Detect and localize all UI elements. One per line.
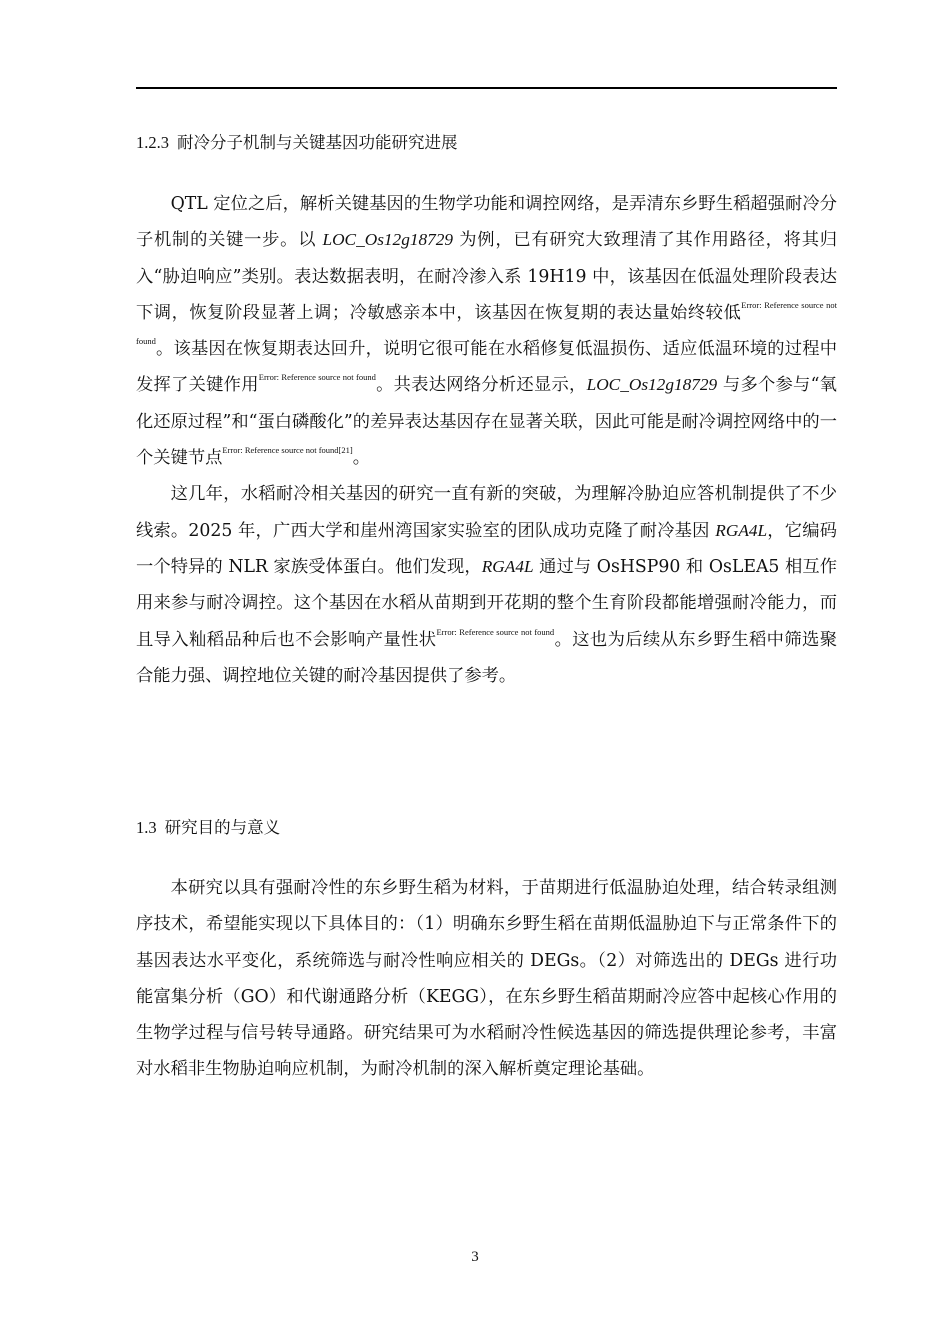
gene-name: RGA4L: [481, 556, 534, 576]
body-section-1-2-3: [136, 186, 837, 694]
reference-error: Error: Reference source not found: [136, 299, 837, 347]
gene-name: LOC_Os12g18729: [322, 230, 454, 250]
paragraph-text: QTL 定位之后，解析关键基因的生物学功能和调控网络，是弄清东乡野生稻超强耐冷分子机制的关键一步。以: [136, 194, 837, 251]
paragraph-text: 。共表达网络分析还显示，: [375, 375, 587, 396]
section-number: 1.3: [136, 818, 157, 837]
gene-name: RGA4L: [715, 520, 768, 540]
reference-error: Error: Reference source not found: [258, 372, 376, 383]
paragraph-text: 这几年，水稻耐冷相关基因的研究一直有新的突破，为理解冷胁迫应答机制提供了不少线索。2025 年，广西大学和崖州湾国家实验室的团队成功克隆了耐冷基因: [136, 484, 837, 541]
gene-name: LOC_Os12g18729: [586, 375, 718, 395]
paragraph-text: 。: [352, 448, 370, 469]
paragraph-2: [136, 476, 837, 694]
paragraph-3: 本研究以具有强耐冷性的东乡野生稻为材料，于苗期进行低温胁迫处理，结合转录组测序技术，希望能实现以下具体目的：（1）明确东乡野生稻在苗期低温胁迫下与正常条件下的基因表达水平变化，系统筛选与耐冷性响应相关的 DEGs。（2）对筛选出的 DEGs 进行功能富集分析（GO）和代谢通路分析（KEGG），在东乡野生稻苗期耐冷应答中起核心作用的生物学过程与信号转导通路。研究结果可为水稻耐冷性候选基因的筛选提供理论参考，丰富对水稻非生物胁迫响应机制，为耐冷机制的深入解析奠定理论基础。: [136, 878, 837, 1080]
section-heading-1-2-3: [136, 131, 458, 155]
paragraph-text: 与多个参与“氧化还原过程”和“蛋白磷酸化”的差异表达基因存在显著关联，因此可能是耐冷调控网络中的一个关键节点: [136, 375, 837, 469]
section-heading-1-3: [136, 816, 280, 840]
paragraph-1: [136, 186, 837, 476]
page-number: 3: [471, 1249, 479, 1265]
section-number: 1.2.3: [136, 133, 169, 152]
reference-error: Error: Reference source not found[21]: [222, 445, 353, 456]
paragraph-text: 。这也为后续从东乡野生稻中筛选聚合能力强、调控地位关键的耐冷基因提供了参考。: [136, 629, 837, 686]
paragraph-text: 通过与 OsHSP90 和 OsLEA5 相互作用来参与耐冷调控。这个基因在水稻从苗期到开花期的整个生育阶段都能增强耐冷能力，而且导入籼稻品种后也不会影响产量性状: [136, 556, 837, 650]
section-title: 研究目的与意义: [164, 818, 281, 837]
paragraph-text: ，它编码一个特异的 NLR 家族受体蛋白。他们发现，: [136, 520, 837, 577]
paragraph-text: 为例，已有研究大致理清了其作用路径，将其归入“胁迫响应”类别。表达数据表明，在耐冷渗入系 19H19 中，该基因在低温处理阶段表达下调，恢复阶段显著上调；冷敏感亲本中，该基因在恢复期的表达量始终较低: [136, 230, 837, 323]
paragraph-text: 。该基因在恢复期表达回升，说明它很可能在水稻修复低温损伤、适应低温环境的过程中发挥了关键作用: [136, 339, 837, 396]
body-section-1-3: [136, 870, 837, 1088]
reference-error: Error: Reference source not found: [436, 626, 555, 637]
section-title: 耐冷分子机制与关键基因功能研究进展: [177, 133, 458, 152]
header-rule: [136, 87, 837, 89]
